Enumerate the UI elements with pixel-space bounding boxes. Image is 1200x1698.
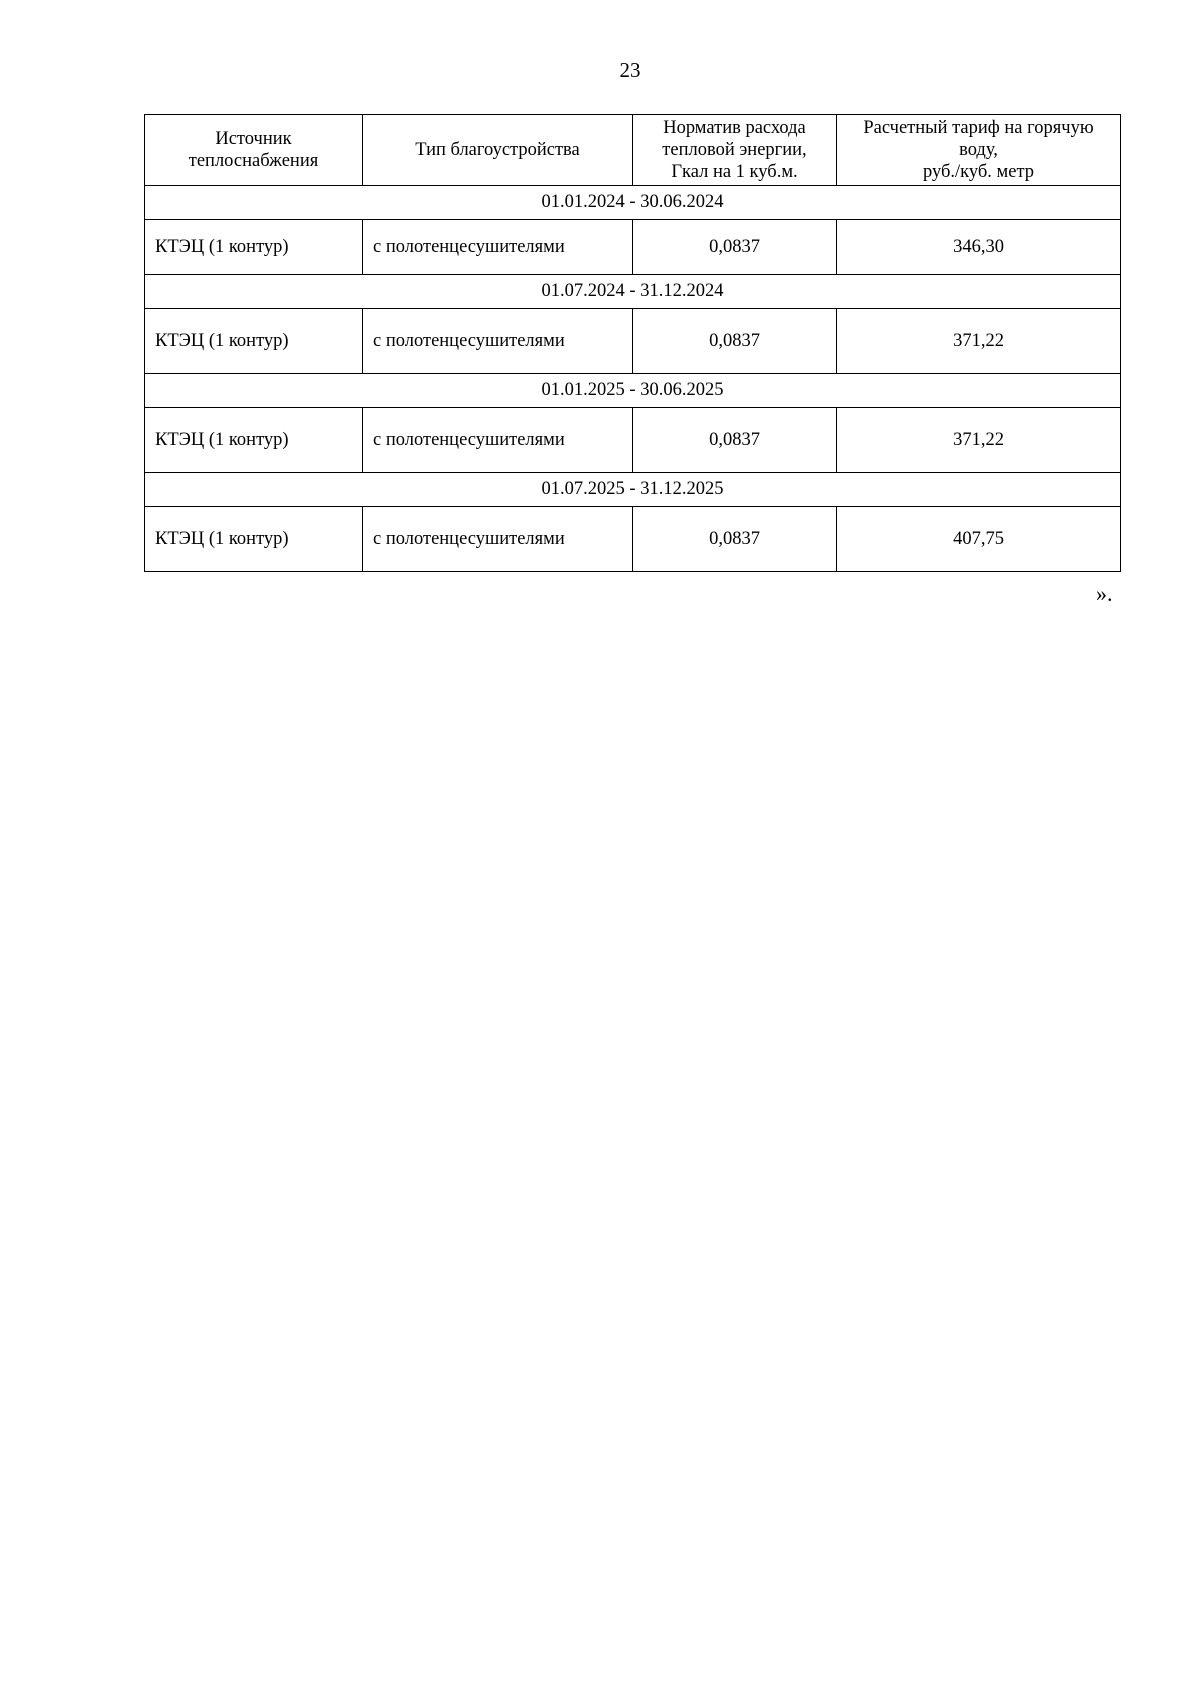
period-label: 01.01.2025 - 30.06.2025 [145,374,1121,408]
norm-cell: 0,0837 [633,507,837,572]
improvement-type-cell: с полотенцесушителями [363,408,633,473]
header-hot-water-tariff: Расчетный тариф на горячую воду, руб./куб. метр [837,115,1121,186]
tariff-table [144,114,1121,572]
improvement-type-cell: с полотенцесушителями [363,507,633,572]
period-row [145,186,1121,220]
heat-source-cell: КТЭЦ (1 контур) [145,220,363,275]
improvement-type-cell: с полотенцесушителями [363,309,633,374]
header-heat-consumption-norm: Норматив расхода тепловой энергии, Гкал на 1 куб.м. [633,115,837,186]
improvement-type-cell: с полотенцесушителями [363,220,633,275]
norm-cell: 0,0837 [633,309,837,374]
tariff-cell: 407,75 [837,507,1121,572]
norm-cell: 0,0837 [633,408,837,473]
header-heat-source: Источник теплоснабжения [145,115,363,186]
tariff-cell: 371,22 [837,408,1121,473]
heat-source-cell: КТЭЦ (1 контур) [145,309,363,374]
tariff-cell: 371,22 [837,309,1121,374]
heat-source-cell: КТЭЦ (1 контур) [145,507,363,572]
period-label: 01.07.2025 - 31.12.2025 [145,473,1121,507]
norm-cell: 0,0837 [633,220,837,275]
page-number: 23 [619,58,641,82]
period-label: 01.07.2024 - 31.12.2024 [145,275,1121,309]
table-row [145,408,1121,473]
table-row [145,220,1121,275]
heat-source-cell: КТЭЦ (1 контур) [145,408,363,473]
table-row [145,507,1121,572]
header-improvement-type: Тип благоустройства [363,115,633,186]
period-row [145,473,1121,507]
closing-quote-mark: ». [1096,581,1113,606]
table-row [145,309,1121,374]
period-label: 01.01.2024 - 30.06.2024 [145,186,1121,220]
table-header-row [145,115,1121,186]
period-row [145,374,1121,408]
period-row [145,275,1121,309]
tariff-cell: 346,30 [837,220,1121,275]
